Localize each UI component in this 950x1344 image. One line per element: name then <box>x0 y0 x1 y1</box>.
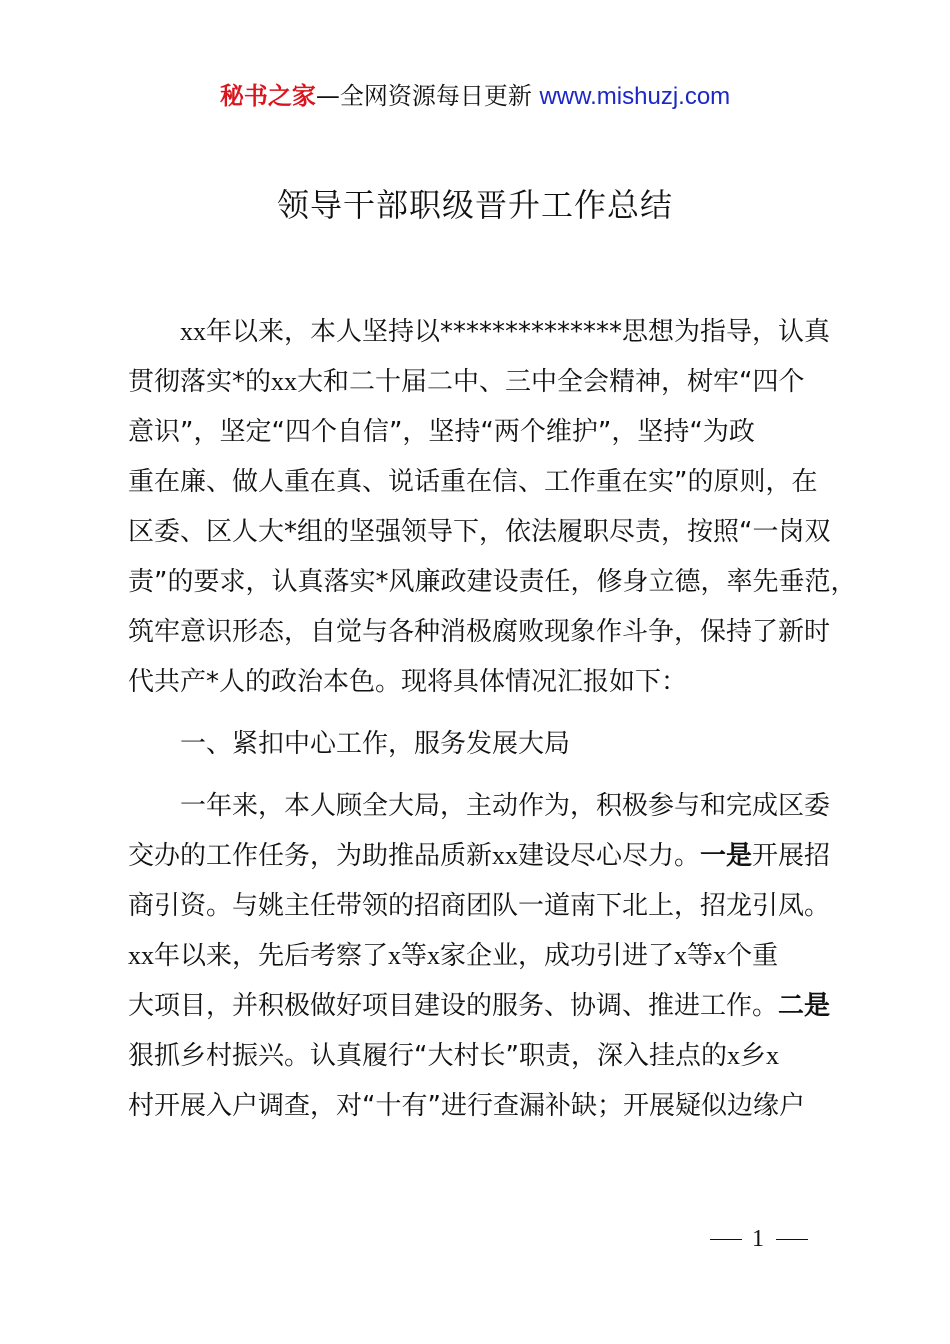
paragraph-line: 大项目，并积极做好项目建设的服务、协调、推进工作。二是 <box>128 991 831 1021</box>
paragraph-line: 商引资。与姚主任带领的招商团队一道南下北上，招龙引凤。 <box>128 891 831 921</box>
paragraph-line: 意识”，坚定“四个自信”，坚持“两个维护”，坚持“为政 <box>128 417 755 447</box>
page-number-dash-left <box>710 1239 742 1240</box>
paragraph-line: xx年以来，先后考察了x等x家企业，成功引进了x等x个重 <box>128 941 779 971</box>
site-header <box>0 78 950 115</box>
site-tagline: —全网资源每日更新 <box>315 82 532 110</box>
paragraph-line: 交办的工作任务，为助推品质新xx建设尽心尽力。一是开展招 <box>128 841 831 871</box>
page-number <box>0 1224 950 1254</box>
paragraph-line: xx年以来，本人坚持以**************思想为指导，认真 <box>180 317 831 347</box>
page-number-value: 1 <box>752 1226 764 1252</box>
paragraph-line: 狠抓乡村振兴。认真履行“大村长”职责，深入挂点的x乡x <box>128 1041 779 1071</box>
paragraph-line: 代共产*人的政治本色。现将具体情况汇报如下： <box>128 667 688 697</box>
paragraph-line: 责”的要求，认真落实*风廉政建设责任，修身立德，率先垂范， <box>128 567 857 597</box>
paragraph-line: 重在廉、做人重在真、说话重在信、工作重在实”的原则，在 <box>128 467 818 497</box>
site-url[interactable]: www.mishuzj.com <box>539 83 731 110</box>
document-title: 领导干部职级晋升工作总结 <box>276 186 673 224</box>
page-number-dash-right <box>776 1239 808 1240</box>
emphasis-label: 二是 <box>778 991 831 1021</box>
paragraph-line: 一年来，本人顾全大局，主动作为，积极参与和完成区委 <box>180 791 831 821</box>
paragraph-line: 村开展入户调查，对“十有”进行查漏补缺；开展疑似边缘户 <box>128 1091 805 1121</box>
paragraph-line: 贯彻落实*的xx大和二十届二中、三中全会精神，树牢“四个 <box>128 367 805 397</box>
paragraph-line: 筑牢意识形态，自觉与各种消极腐败现象作斗争，保持了新时 <box>128 617 831 647</box>
paragraph-line: 区委、区人大*组的坚强领导下，依法履职尽责，按照“一岗双 <box>128 517 831 547</box>
section-heading: 一、紧扣中心工作，服务发展大局 <box>180 729 571 759</box>
emphasis-label: 一是 <box>700 841 753 871</box>
site-brand: 秘书之家 <box>219 82 316 110</box>
